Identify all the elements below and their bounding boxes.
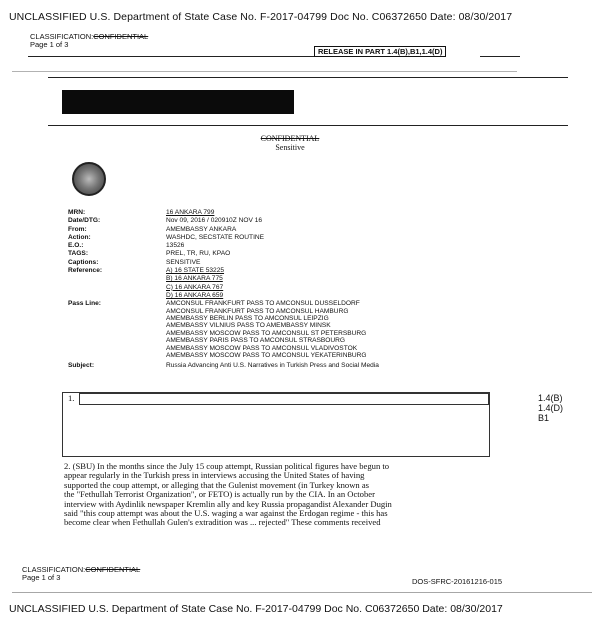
footer-classification-struck: CONFIDENTIAL [85, 565, 141, 574]
paragraph-2 [64, 462, 494, 528]
pass-line-item: AMEMBASSY VILNIUS PASS TO AMEMBASSY MINSK [166, 322, 331, 330]
section-number: 1. [68, 393, 75, 403]
footer-classification-label: CLASSIFICATION: [22, 565, 86, 574]
classification-struck: CONFIDENTIAL [93, 32, 149, 41]
paragraph-line: 2. (SBU) In the months since the July 15 coup attempt, Russian political figures have begun to [64, 462, 390, 471]
top-rule-right [480, 56, 520, 57]
field-row: Captions: SENSITIVE [68, 258, 201, 266]
top-rule-left [28, 56, 314, 57]
cable-fields [68, 209, 379, 370]
exemption-code: 1.4(D) [538, 403, 564, 413]
pass-line-item: AMEMBASSY BERLIN PASS TO AMCONSUL LEIPZIG [166, 315, 329, 323]
footer-page-number: Page 1 of 3 [22, 573, 61, 582]
classification-label: CLASSIFICATION: [30, 32, 94, 41]
field-row: MRN: 16 ANKARA 799 [68, 209, 215, 216]
unclassified-header: UNCLASSIFIED U.S. Department of State Case No. F-2017-04799 Doc No. C06372650 Date: 08/30/2017 [9, 11, 513, 23]
paragraph-line: the "Fethullah Terrorist Organization", or FETO) is actually run by the CIA. In an October [64, 489, 375, 500]
pass-line-item: AMEMBASSY MOSCOW PASS TO AMCONSUL ST PETERSBURG [166, 329, 367, 337]
scan-rule [12, 71, 517, 72]
field-row: E.O.: 13526 [68, 242, 185, 250]
pass-line-item: AMCONSUL FRANKFURT PASS TO AMCONSUL HAMBURG [166, 307, 349, 315]
field-row: TAGS: PREL, TR, RU, KPAO [68, 250, 231, 258]
field-row: Action: WASHDC, SECSTATE ROUTINE [68, 233, 265, 241]
redacted-inner-box [79, 393, 489, 405]
footer-doc-id: DOS-SFRC-20161216-015 [412, 577, 503, 586]
state-department-seal-icon [72, 162, 106, 196]
redacted-section-box [62, 392, 490, 457]
pass-line-item: AMEMBASSY PARIS PASS TO AMCONSUL STRASBOURG [166, 337, 346, 345]
pass-line-item: AMCONSUL FRANKFURT PASS TO AMCONSUL DUSSELDORF [166, 300, 360, 308]
redaction-bar [62, 90, 294, 114]
footer-rule [12, 592, 592, 593]
paragraph-line: become clear when Fethullah Gulen's extradition was ... rejected" These comments received [64, 517, 381, 528]
rule-upper [48, 77, 568, 78]
reference-row: Reference: A) 16 STATE 53225 B) 16 ANKARA 775 C) 16 ANKARA 767 D) 16 ANKARA 659 [68, 267, 225, 299]
reference-item[interactable]: B) 16 ANKARA 775 [166, 275, 223, 283]
exemption-codes [538, 393, 563, 423]
paragraph-line: supported the coup attempt, or alleging that the Gulenist movement (in Turkey known as [64, 479, 370, 490]
pass-line-row: Pass Line: AMCONSUL FRANKFURT PASS TO AMCONSUL DUSSELDORF AMCONSUL FRANKFURT PASS TO AMCONSUL HAMBURG AMEMBASSY BERLIN PASS TO AMCONSUL LEIPZIG AMEMBASSY VILNIUS PASS TO AMEMBASSY MINSK AMEMBASSY MOSCOW PASS TO AMCONSUL ST PETERSBURG AMEMBASSY PARIS PASS TO AMCONSUL STRASBOURG AMEMBASSY MOSCOW PASS TO AMCONSUL VLADIVOSTOK AMEMBASSY MOSCOW PASS TO AMCONSUL YEKATERINBURG [68, 300, 367, 360]
subject-row: Subject: Russia Advancing Anti U.S. Narratives in Turkish Press and Social Media [68, 361, 379, 369]
paragraph-line: interview with Aydinlik newspaper Kremlin ally and key Russia propagandist Alexander Dugin [64, 498, 392, 509]
page-number: Page 1 of 3 [30, 40, 69, 49]
reference-item[interactable]: A) 16 STATE 53225 [166, 267, 225, 275]
reference-item[interactable]: D) 16 ANKARA 659 [166, 291, 224, 299]
paragraph-line: appear regularly in the Turkish press in interviews accusing the United States of having [64, 470, 365, 481]
exemption-code: 1.4(B) [538, 393, 563, 403]
field-row: Date/DTG: Nov 09, 2016 / 020910Z NOV 16 [68, 217, 263, 225]
reference-item[interactable]: C) 16 ANKARA 767 [166, 283, 224, 291]
exemption-code: B1 [538, 413, 550, 423]
pass-line-item: AMEMBASSY MOSCOW PASS TO AMCONSUL VLADIVOSTOK [166, 344, 358, 352]
subject-text: Russia Advancing Anti U.S. Narratives in Turkish Press and Social Media [166, 361, 379, 369]
confidential-struck: CONFIDENTIAL [260, 134, 320, 143]
sensitive-label: Sensitive [275, 143, 305, 152]
pass-line-item: AMEMBASSY MOSCOW PASS TO AMCONSUL YEKATERINBURG [166, 352, 367, 360]
paragraph-line: said "this coup attempt was about the U.S. waging a war against the Erdogan regime - this has [64, 508, 388, 519]
release-box: RELEASE IN PART 1.4(B),B1,1.4(D) [314, 46, 446, 57]
unclassified-footer: UNCLASSIFIED U.S. Department of State Case No. F-2017-04799 Doc No. C06372650 Date: 08/30/2017 [9, 603, 503, 615]
field-row: From: AMEMBASSY ANKARA [68, 225, 237, 233]
rule-lower [48, 125, 568, 126]
